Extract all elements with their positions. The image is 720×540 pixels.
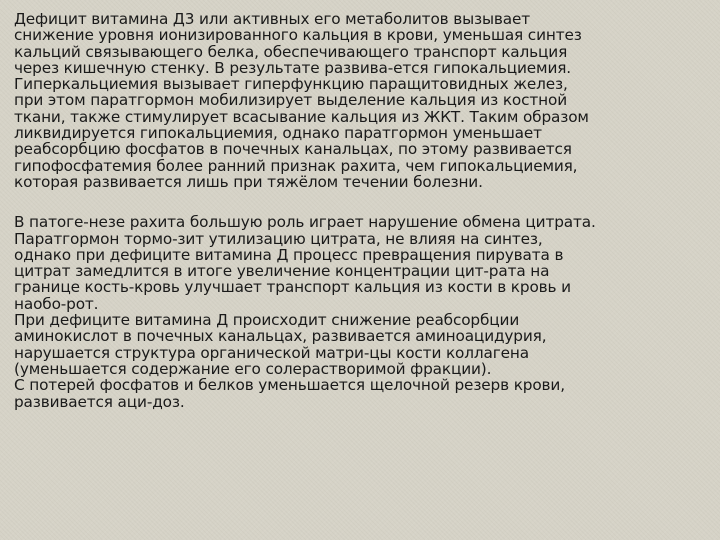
text-line: ликвидируется гипокальциемия, однако паратгормон уменьшает xyxy=(14,124,542,143)
text-line: которая развивается лишь при тяжёлом течении болезни. xyxy=(14,172,483,191)
text-line: С потерей фосфатов и белков уменьшается щелочной резерв крови, xyxy=(14,376,565,395)
text-line: Паратгормон тормо-зит утилизацию цитрата, не влияя на синтез, xyxy=(14,229,543,248)
text-line: реабсорбцию фосфатов в почечных канальцах, по этому развивается xyxy=(14,140,572,159)
paragraph-spacer xyxy=(14,190,712,214)
text-line: через кишечную стенку. В результате развива-ется гипокальциемия. xyxy=(14,58,571,77)
text-line: развивается аци-доз. xyxy=(14,392,185,411)
text-line: кальций связывающего белка, обеспечивающего транспорт кальция xyxy=(14,42,568,61)
text-line: гипофосфатемия более ранний признак рахита, чем гипокальциемия, xyxy=(14,156,578,175)
slide-text-body xyxy=(14,11,712,410)
text-line: Дефицит витамина Д3 или активных его метаболитов вызывает xyxy=(14,10,531,28)
text-line: границе кость-кровь улучшает транспорт кальция из кости в кровь и xyxy=(14,278,571,297)
text-line: В патоге-незе рахита большую роль играет нарушение обмена цитрата. xyxy=(14,213,596,232)
text-line: Гиперкальциемия вызывает гиперфункцию паращитовидных желез, xyxy=(14,75,568,94)
text-line: При дефиците витамина Д происходит снижение реабсорбции xyxy=(14,311,520,330)
paragraph-vitamin-d-deficiency xyxy=(14,11,712,190)
text-line: нарушается структура органической матри-цы кости коллагена xyxy=(14,343,529,362)
text-line: цитрат замедлится в итоге увеличение концентрации цит-рата на xyxy=(14,262,550,281)
text-line: ткани, также стимулирует всасывание кальция из ЖКТ. Таким образом xyxy=(14,107,589,126)
text-line: однако при дефиците витамина Д процесс превращения пирувата в xyxy=(14,245,564,264)
text-line: аминокислот в почечных канальцах, развивается аминоацидурия, xyxy=(14,327,547,346)
text-line: снижение уровня ионизированного кальция в крови, уменьшая синтез xyxy=(14,26,582,45)
paragraph-citrate-metabolism xyxy=(14,214,712,410)
text-line: (уменьшается содержание его солерастворимой фракции). xyxy=(14,359,492,378)
text-line: при этом паратгормон мобилизирует выделение кальция из костной xyxy=(14,91,568,110)
text-line: наобо-рот. xyxy=(14,294,99,313)
